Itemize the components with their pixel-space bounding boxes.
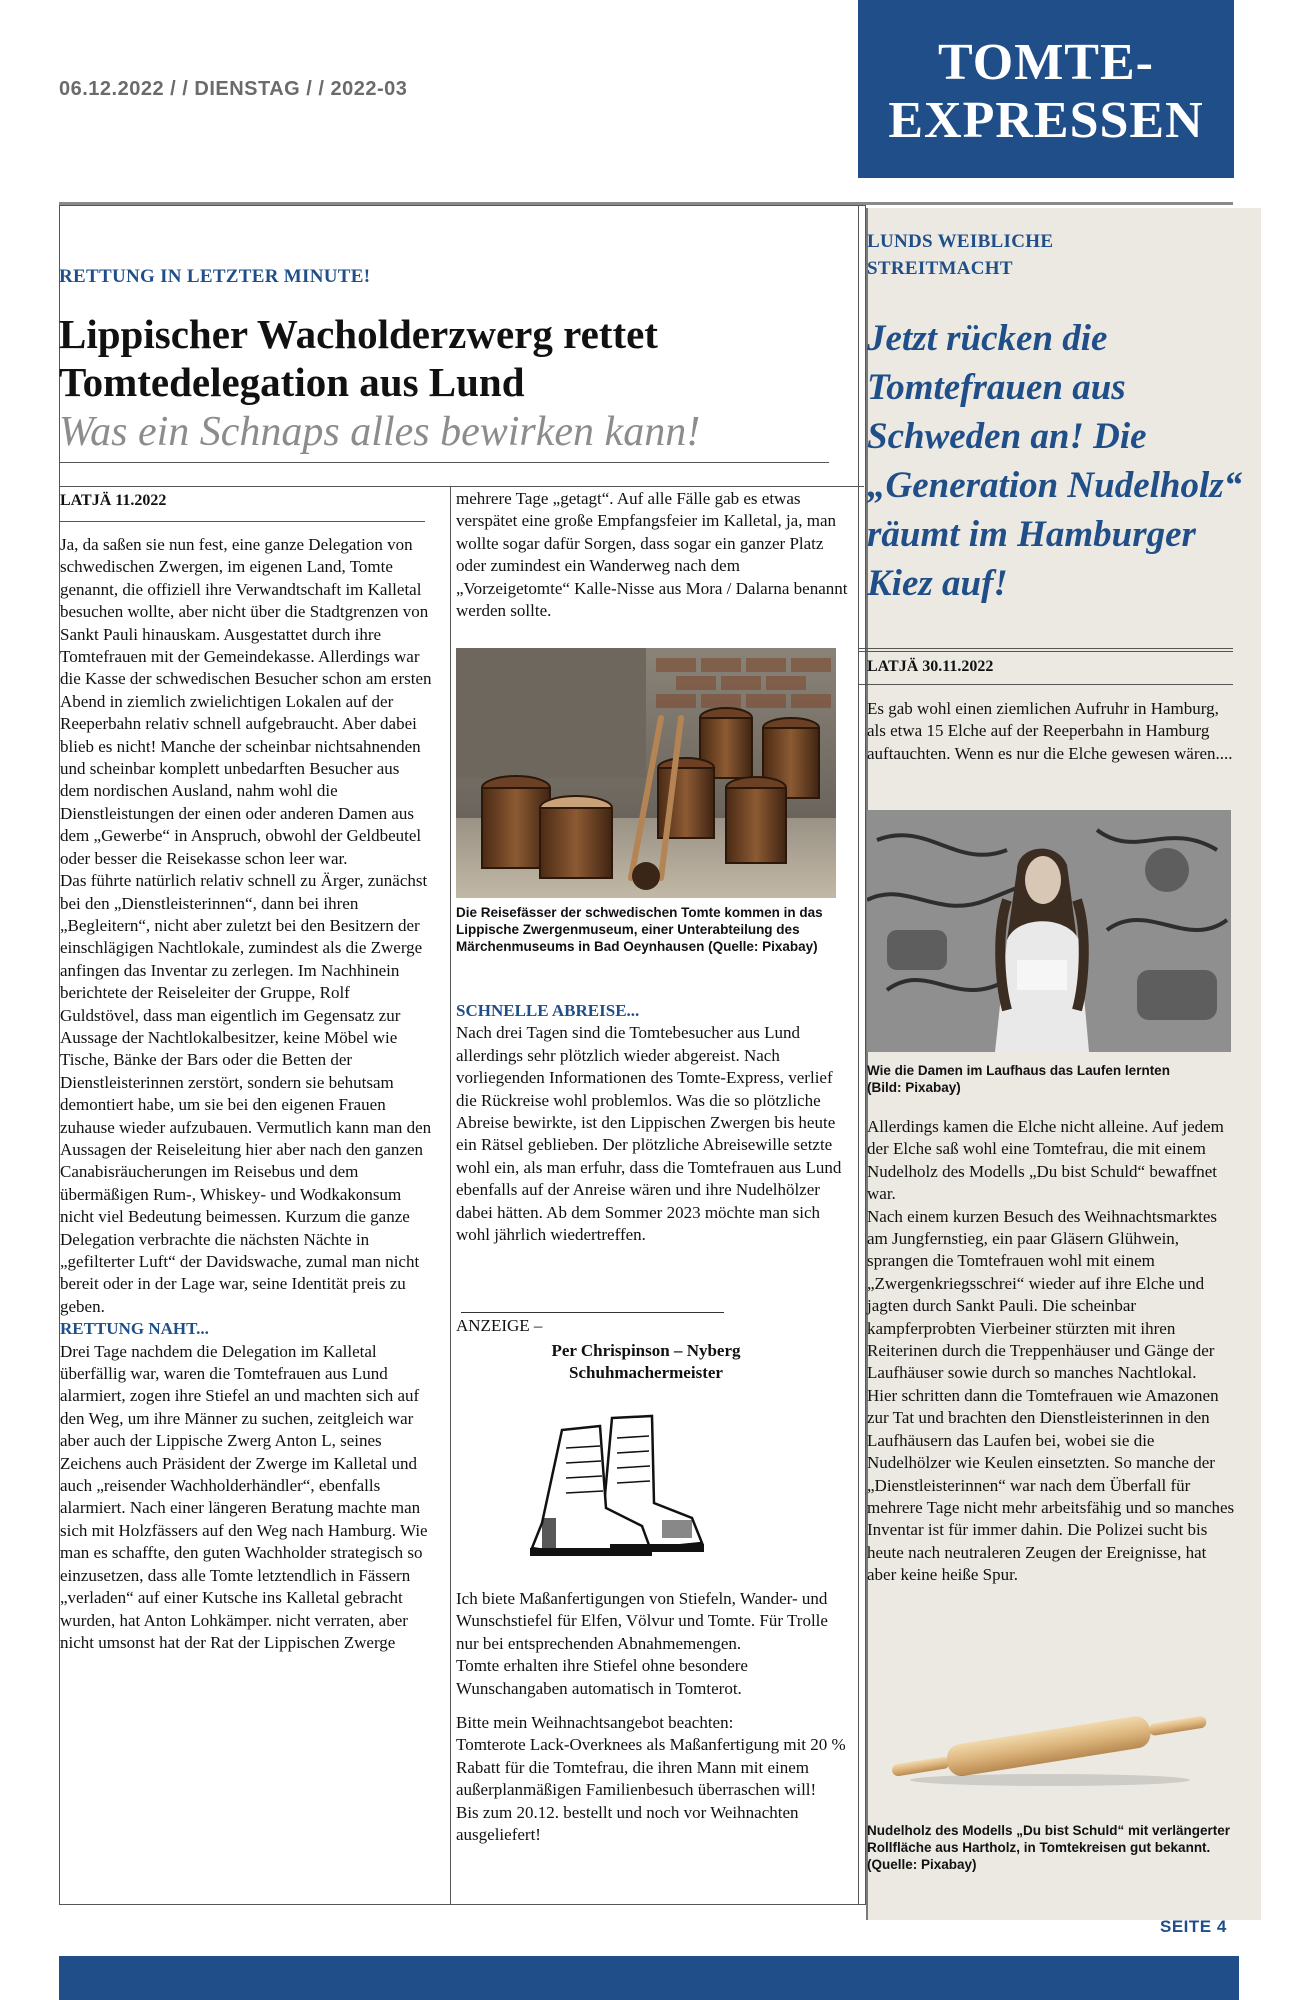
column-divider xyxy=(450,486,451,1905)
barrels-illustration xyxy=(456,648,836,898)
col1-paragraph-2: Das führte natürlich relativ schnell zu Ärger, zunächst bei den „Dienstleisterinnen“, dann bei ihren „Begleitern“, nicht aber zuletzt bei den Besitzern der einschlägigen Nachtlokale, zumindest als die Zwerge anfingen das Inventar zu zerlegen. Im Nachhinein berichtete der Reiseleiter der Gruppe, Rolf Guldstövel, dass man eigentlich im Gegensatz zur Aussage der Nachtlokalbesitzer, keine Möbel wie Tische, Bänke der Bars oder die Betten der Dienstleisterinnen zerstört, sondern sie behutsam demontiert habe, um sie bei den eigenen Frauen zuhause wieder aufzubauen. Vermutlich kann man den Aussagen der Reiseleitung hier aber nach den ganzen Canabisräucherungen im Reisebus und dem übermäßigen Rum-, Whiskey- und Wodkakonsum nicht viel Bedeutung beimessen. Kurzum die ganze Delegation verbrachte die nächsten Nächte in „gefilterter Luft“ der Davidswache, zumal man nicht bereit oder in der Lage war, seine Identität preis zu geben. xyxy=(60,871,432,1316)
sidebar-divider xyxy=(858,205,859,1905)
rolling-pin-caption: Nudelholz des Modells „Du bist Schuld“ mit verlängerter Rollfläche aus Hartholz, in Tomtekreisen gut bekannt. (Quelle: Pixabay) xyxy=(867,1823,1231,1872)
sidebar-kicker-line-2: STREITMACHT xyxy=(867,258,1013,279)
dateline: 06.12.2022 / / DIENSTAG / / 2022-03 xyxy=(59,78,408,100)
main-headline: Lippischer Wacholderzwerg rettet Tomtedelegation aus Lund xyxy=(59,311,658,405)
sidebar-byline-rule2 xyxy=(858,684,1233,685)
col1-paragraph-1: Ja, da saßen sie nun fest, eine ganze Delegation von schwedischen Zwergen, im eigenen Land, Tomte genannt, die offiziell ihre Verwandtschaft im Kalletal besuchen wollte, aber nicht über die Stadtgrenzen von Sankt Pauli hinauskam. Ausgestattet durch ihre Tomtefrauen mit der Gemeindekasse. Allerdings war die Kasse der schwedischen Besucher schon am ersten Abend in ziemlich zwielichtigen Lokalen auf der Reeperbahn relativ schnell aufgebraucht. Aber dabei blieb es nicht! Manche der scheinbar nichtsahnenden und scheinbar komplett unbedarften Besucher aus dem nordischen Ausland, nahm wohl die Dienstleistungen der einen oder anderen Damen aus dem „Gewerbe“ in Anspruch, obwohl der Geldbeutel oder besser die Reisekasse schon leer war. xyxy=(60,535,432,868)
ad-text-3: Bitte mein Weihnachtsangebot beachten: xyxy=(456,1713,734,1733)
sidebar-body xyxy=(867,1116,1237,1587)
col2-paragraph-2: Nach drei Tagen sind die Tomtebesucher aus Lund allerdings sehr plötzlich wieder abgereist. Nach vorliegenden Informationen des Tomte-Express, verlief die Rückreise wohl problemlos. Was die so plötzliche Abreise bewirkte, ist den Lippischen Zwergen bis heute ein Rätsel geblieben. Der plötzliche Abreisewille setzte wohl ein, als man erfuhr, dass die Tomtefrauen aus Lund ebenfalls auf der Anreise wären und ihre Nudelhölzer dabei hätten. Ab dem Sommer 2023 möchte man sich wohl jährlich wiedertreffen. xyxy=(456,1023,842,1245)
page-number: SEITE 4 xyxy=(1160,1917,1227,1936)
woman-caption: Wie die Damen im Laufhaus das Laufen lernten (Bild: Pixabay) xyxy=(867,1063,1170,1095)
rolling-pin-photo xyxy=(890,1700,1210,1790)
byline-rule xyxy=(59,521,425,522)
ad-label: ANZEIGE – xyxy=(456,1316,543,1335)
rolling-pin-illustration xyxy=(890,1700,1210,1790)
ad-spacer xyxy=(456,1700,848,1712)
ad-text-4: Tomterote Lack-Overknees als Maßanfertigung mit 20 % Rabatt für die Tomtefrau, die ihren Mann mit einem außerplanmäßigen Familienbesuch überraschen will! xyxy=(456,1735,846,1800)
section-heading-rettung: RETTUNG NAHT... xyxy=(60,1319,209,1339)
sidebar-headline-rule xyxy=(858,648,1233,649)
ad-text-2: Tomte erhalten ihre Stiefel ohne besondere Wunschangaben automatisch in Tomterot. xyxy=(456,1656,748,1698)
main-column-2-bottom xyxy=(456,1000,848,1246)
ad-title: Per Chrispinson – Nyberg Schuhmachermeister xyxy=(551,1341,741,1382)
sidebar-paragraph-3: Hier schritten dann die Tomtefrauen wie Amazonen zur Tat und brachten den Dienstleisterinnen in den Laufhäusern das Laufen bei, wobei sie die Nudelhölzer wie Keulen einsetzten. So manche der „Dienstleisterinnen“ war nach dem Überfall für mehrere Tage nicht mehr arbeitsfähig und so manches Inventar ist für immer dahin. Die Polizei sucht bis heute nach neutraleren Zeugen der Ereignisse, hat aber keine heiße Spur. xyxy=(867,1385,1235,1585)
sidebar-byline-rule xyxy=(858,651,1233,652)
col2-paragraph-1: mehrere Tage „getagt“. Auf alle Fälle gab es etwas verspätet eine große Empfangsfeier im Kalletal, ja, man wollte sogar dafür Sorgen, dass sogar ein ganzer Platz oder zumindest ein Wanderweg nach dem „Vorzeigetomte“ Kalle-Nisse aus Mora / Dalarna benannt werden sollte. xyxy=(456,489,848,621)
boots-icon xyxy=(502,1408,792,1568)
ad-text-5: Bis zum 20.12. bestellt und noch vor Weihnachten ausgeliefert! xyxy=(456,1802,799,1845)
barrels-caption: Die Reisefässer der schwedischen Tomte kommen in das Lippische Zwergenmuseum, einer Unterabteilung des Märchenmuseums in Bad Oeynhausen (Quelle: Pixabay) xyxy=(456,905,823,954)
masthead-title: TOMTE- EXPRESSEN xyxy=(888,34,1204,149)
ad-rule xyxy=(461,1312,724,1313)
barrels-photo xyxy=(456,648,836,898)
main-column-1 xyxy=(60,534,432,1654)
ad-text-1: Ich biete Maßanfertigungen von Stiefeln, Wander- und Wunschstiefel für Elfen, Völvur und Tomte. Für Trolle nur bei entsprechenden Abnahmemengen. xyxy=(456,1589,828,1653)
main-byline: LATJÄ 11.2022 xyxy=(60,492,167,509)
woman-photo xyxy=(867,810,1231,1052)
sidebar-kicker-line-1: LUNDS WEIBLICHE xyxy=(867,231,1054,252)
main-column-2-top xyxy=(456,488,848,622)
boots-illustration xyxy=(502,1408,792,1568)
ad-body xyxy=(456,1588,848,1846)
graffiti-portrait-illustration xyxy=(867,810,1231,1052)
col1-paragraph-3: Drei Tage nachdem die Delegation im Kalletal überfällig war, waren die Tomtefrauen aus Lund alarmiert, zogen ihre Stiefel an und machten sich auf den Weg, um ihre Männer zu suchen, zeitgleich war aber auch der Lippische Zwerg Anton L, seines Zeichens auch Präsident der Zwerge im Kalletal und auch „reisender Wachholderhändler“, ebenfalls alarmiert. Nach einer längeren Beratung machte man sich mit Holzfässers auf den Weg nach Hamburg. Wie man es schaffte, den guten Wachholder strategisch so einzusetzen, dass alle Tomte letztendlich in Fässern „verladen“ auf einer Kutsche ins Kalletal gebracht wurden, hat Anton Lohkämper. nicht verraten, aber nicht umsonst hat der Rat der Lippischen Zwerge xyxy=(60,1341,428,1652)
sidebar-intro: Es gab wohl einen ziemlichen Aufruhr in Hamburg, als etwa 15 Elche auf der Reeperbahn in Hamburg auftauchten. Wenn es nur die Elche gewesen wären.... xyxy=(867,699,1233,763)
columns-top-rule xyxy=(59,486,864,487)
masthead xyxy=(858,0,1234,178)
sidebar-paragraph-1: Allerdings kamen die Elche nicht alleine. Auf jedem der Elche saß wohl eine Tomtefrau, die mit einem Nudelholz des Modells „Du bist Schuld“ bewaffnet war. xyxy=(867,1117,1224,1204)
section-heading-abreise: SCHNELLE ABREISE... xyxy=(456,1001,640,1020)
main-subhead: Was ein Schnaps alles bewirken kann! xyxy=(59,409,701,455)
sidebar-paragraph-2: Nach einem kurzen Besuch des Weihnachtsmarktes am Jungfernstieg, ein paar Gläsern Glühwein, sprangen die Tomtefrauen wohl mit einem „Zwergenkriegsschrei“ wieder auf ihre Elche und jagten durch Sankt Pauli. Die scheinbar kampferprobten Vierbeiner stürzten mit ihren Reiterinen durch die Treppenhäuser und Gänge der Laufhäuser sowie durch so manches Nachtlokal. xyxy=(867,1206,1218,1383)
footer-bar xyxy=(59,1956,1239,2000)
sidebar-headline: Jetzt rücken die Tomtefrauen aus Schweden an! Die „Generation Nudelholz“ räumt im Hamburger Kiez auf! xyxy=(867,318,1243,604)
headline-rule xyxy=(59,462,829,463)
main-kicker: RETTUNG IN LETZTER MINUTE! xyxy=(59,266,371,287)
sidebar-byline: LATJÄ 30.11.2022 xyxy=(867,658,994,675)
